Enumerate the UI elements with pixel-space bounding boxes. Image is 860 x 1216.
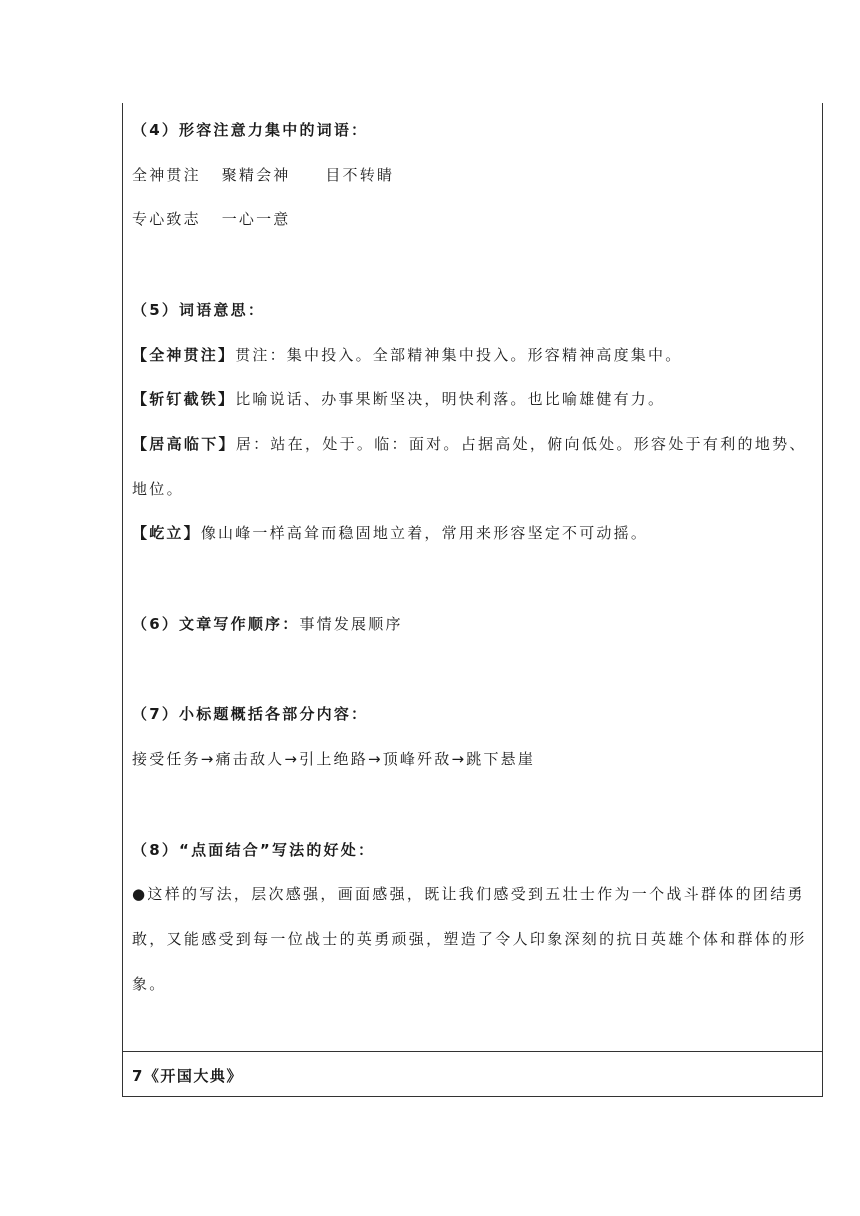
definition-text: 贯注：集中投入。全部精神集中投入。形容精神高度集中。 — [235, 346, 683, 364]
section5-heading: （5）词语意思： — [132, 301, 266, 319]
definition-item — [132, 523, 812, 543]
definition-item — [132, 389, 812, 409]
section4-row1: 全神贯注 聚精会神 目不转睛 — [132, 166, 395, 184]
definition-term: 【斩钉截铁】 — [132, 390, 236, 408]
section8-text: ●这样的写法，层次感强，画面感强，既让我们感受到五壮士作为一个战斗群体的团结勇敢，又能感受到每一位战士的英勇顽强，塑造了令人印象深刻的抗日英雄个体和群体的形象。 — [132, 885, 807, 993]
definition-term: 【居高临下】 — [132, 435, 236, 453]
section4-heading: （4）形容注意力集中的词语： — [132, 121, 369, 139]
notes-table — [122, 103, 823, 1097]
definition-term: 【屹立】 — [132, 524, 201, 542]
definition-item — [132, 422, 812, 512]
section4-row2: 专心致志 一心一意 — [132, 210, 291, 228]
section6-line — [132, 614, 812, 634]
section6-heading: （6）文章写作顺序： — [132, 615, 300, 633]
table-row-divider — [123, 1051, 822, 1052]
definition-term: 【全神贯注】 — [132, 346, 236, 364]
definition-text: 居：站在，处于。临：面对。占据高处，俯向低处。形容处于有利的地势、地位。 — [132, 435, 807, 498]
section6-text: 事情发展顺序 — [299, 615, 403, 633]
section8-heading: （8）“点面结合”写法的好处： — [132, 841, 376, 859]
section7-heading: （7）小标题概括各部分内容： — [132, 705, 369, 723]
definition-item — [132, 345, 812, 365]
definition-text: 像山峰一样高耸而稳固地立着，常用来形容坚定不可动摇。 — [200, 524, 649, 542]
section7-text: 接受任务→痛击敌人→引上绝路→顶峰歼敌→跳下悬崖 — [132, 750, 536, 768]
definition-text: 比喻说话、办事果断坚决，明快利落。也比喻雄健有力。 — [235, 390, 666, 408]
next-lesson-title: 7《开国大典》 — [132, 1067, 243, 1085]
